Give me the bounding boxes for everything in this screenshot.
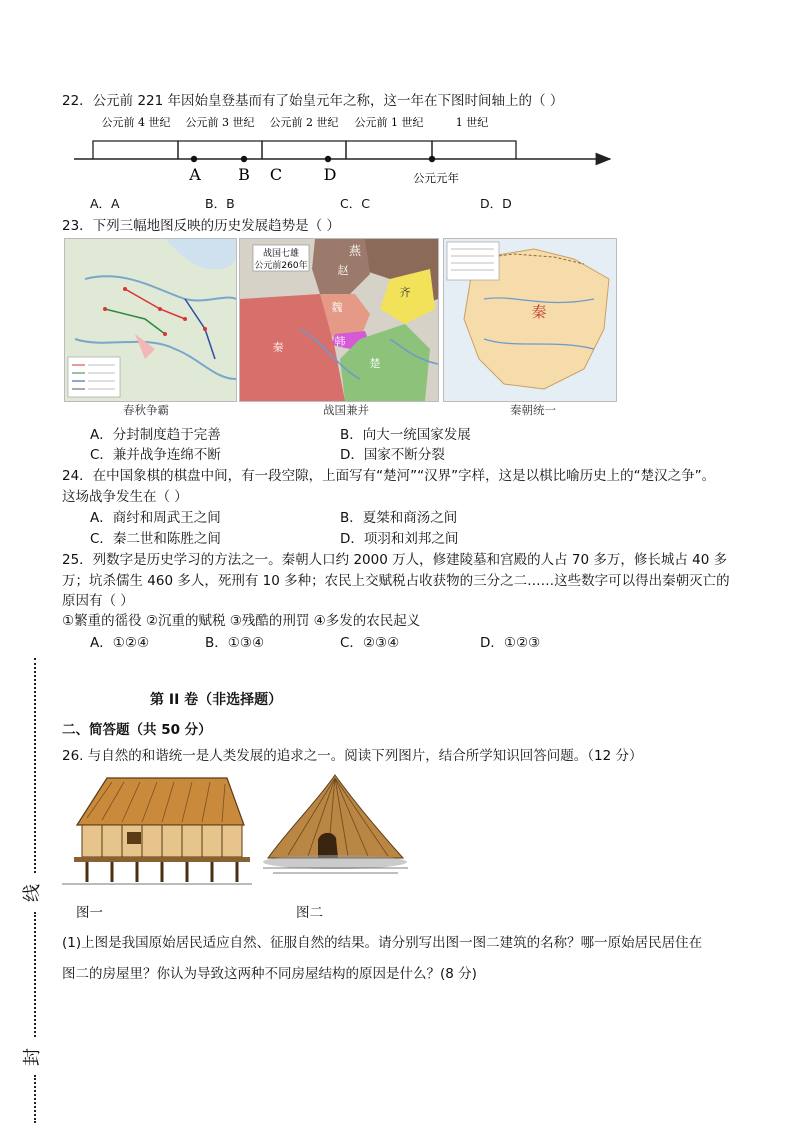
timeline-point-b [241, 156, 247, 162]
q22-option-c: C．C [340, 196, 370, 211]
map-caption-chunqiu: 春秋争霸 [123, 403, 169, 417]
q25-option-a: A．①②④ [90, 635, 150, 651]
binding-line-upper [34, 658, 36, 873]
timeline-era-label: 公元元年 [413, 171, 459, 185]
q24-stem-line1: 24．在中国象棋的棋盘中间，有一段空隙，上面写有“楚河”“汉界”字样，这是以棋比喻历史上的“楚汉之争”。 [62, 468, 716, 484]
timeline-point-a [191, 156, 197, 162]
q22-option-a: A．A [90, 196, 120, 211]
q23-option-b: B．向大一统国家发展 [340, 427, 471, 443]
fig2-hut-image [258, 770, 413, 880]
q22-timeline [62, 110, 622, 190]
part2-title: 第 II 卷（非选择题） [150, 692, 283, 708]
binding-line-middle [34, 912, 36, 1037]
fig1-caption: 图一 [76, 905, 103, 921]
q23-option-d: D．国家不断分裂 [340, 447, 445, 463]
map-chunqiu [64, 238, 237, 402]
q24-option-c: C．秦二世和陈胜之间 [90, 531, 221, 547]
timeline-label-a: A [189, 165, 201, 184]
q25-option-c: C．②③④ [340, 635, 400, 651]
century-bracket-5 [432, 141, 516, 159]
binding-label-xian: 线 [22, 884, 43, 902]
map-zhanguo-header-2: 公元前260年 [254, 261, 308, 271]
q22-stem: 22．公元前 221 年因始皇登基而有了始皇元年之称，这一年在下图时间轴上的（ ） [62, 93, 564, 109]
q25-option-b: B．①③④ [205, 635, 265, 651]
q25-stem-line3: 原因有（ ） [62, 593, 134, 609]
binding-label-feng: 封 [22, 1048, 43, 1066]
q23-stem: 23．下列三幅地图反映的历史发展趋势是（ ） [62, 218, 340, 234]
state-han: 韩 [334, 335, 346, 348]
binding-line-lower [34, 1075, 36, 1123]
q25-option-d: D．①②③ [480, 635, 541, 651]
century-label-2: 公元前 3 世纪 [185, 116, 255, 129]
q23-option-a: A．分封制度趋于完善 [90, 427, 221, 443]
century-label-3: 公元前 2 世纪 [269, 116, 339, 129]
century-label-5: 1 世纪 [455, 116, 489, 129]
timeline-point-era [429, 156, 435, 162]
map-zhanguo [239, 238, 439, 402]
timeline-label-d: D [323, 165, 337, 184]
map-caption-qin: 秦朝统一 [510, 403, 556, 417]
state-chu: 楚 [369, 357, 381, 370]
q26-stem: 26. 与自然的和谐统一是人类发展的追求之一。阅读下列图片，结合所学知识回答问题。（12 分） [62, 748, 643, 764]
state-qin: 秦 [272, 341, 284, 354]
q24-option-b: B．夏桀和商汤之间 [340, 510, 458, 526]
century-bracket-3 [262, 141, 346, 159]
map-qin-label: 秦 [531, 303, 547, 321]
q23-option-c: C．兼并战争连绵不断 [90, 447, 221, 463]
q22-option-b: B．B [205, 196, 235, 211]
timeline-label-b: B [238, 165, 250, 184]
timeline-label-c: C [269, 165, 283, 184]
map-caption-zhanguo: 战国兼并 [323, 403, 369, 417]
q22-option-d: D．D [480, 196, 512, 211]
state-qi: 齐 [399, 286, 411, 299]
q24-option-d: D．项羽和刘邦之间 [340, 531, 459, 547]
q25-stem-line2: 万；坑杀儒生 460 多人，死刑有 10 多种；农民上交赋税占收获物的三分之二……这些数字可以得出秦朝灭亡的 [62, 573, 730, 589]
q24-stem-line2: 这场战争发生在（ ） [62, 489, 188, 505]
fig2-caption: 图二 [296, 905, 323, 921]
century-bracket-2 [178, 141, 262, 159]
q24-option-a: A．商纣和周武王之间 [90, 510, 221, 526]
q26-sub1-line2: 图二的房屋里？你认为导致这两种不同房屋结构的原因是什么？(8 分) [62, 966, 477, 982]
century-bracket-1 [93, 141, 178, 159]
q25-items: ①繁重的徭役 ②沉重的赋税 ③残酷的刑罚 ④多发的农民起义 [62, 613, 421, 629]
fig1-stilt-house-image [62, 770, 252, 890]
century-label-1: 公元前 4 世纪 [101, 116, 171, 129]
century-bracket-4 [346, 141, 432, 159]
map-zhanguo-header-1: 战国七雄 [262, 249, 300, 259]
state-wei: 魏 [331, 301, 343, 314]
q25-stem-line1: 25．列数字是历史学习的方法之一。秦朝人口约 2000 万人，修建陵墓和宫殿的人占 70 多万，修长城占 40 多 [62, 552, 728, 568]
state-zhao: 赵 [337, 264, 349, 277]
century-label-4: 公元前 1 世纪 [354, 116, 424, 129]
part2-section: 二、简答题（共 50 分） [62, 722, 212, 738]
q26-sub1-line1: (1)上图是我国原始居民适应自然、征服自然的结果。请分别写出图一图二建筑的名称？哪一原始居民居住在 [62, 935, 703, 951]
state-yan: 燕 [348, 244, 362, 258]
timeline-point-d [325, 156, 331, 162]
map-qin [443, 238, 617, 402]
